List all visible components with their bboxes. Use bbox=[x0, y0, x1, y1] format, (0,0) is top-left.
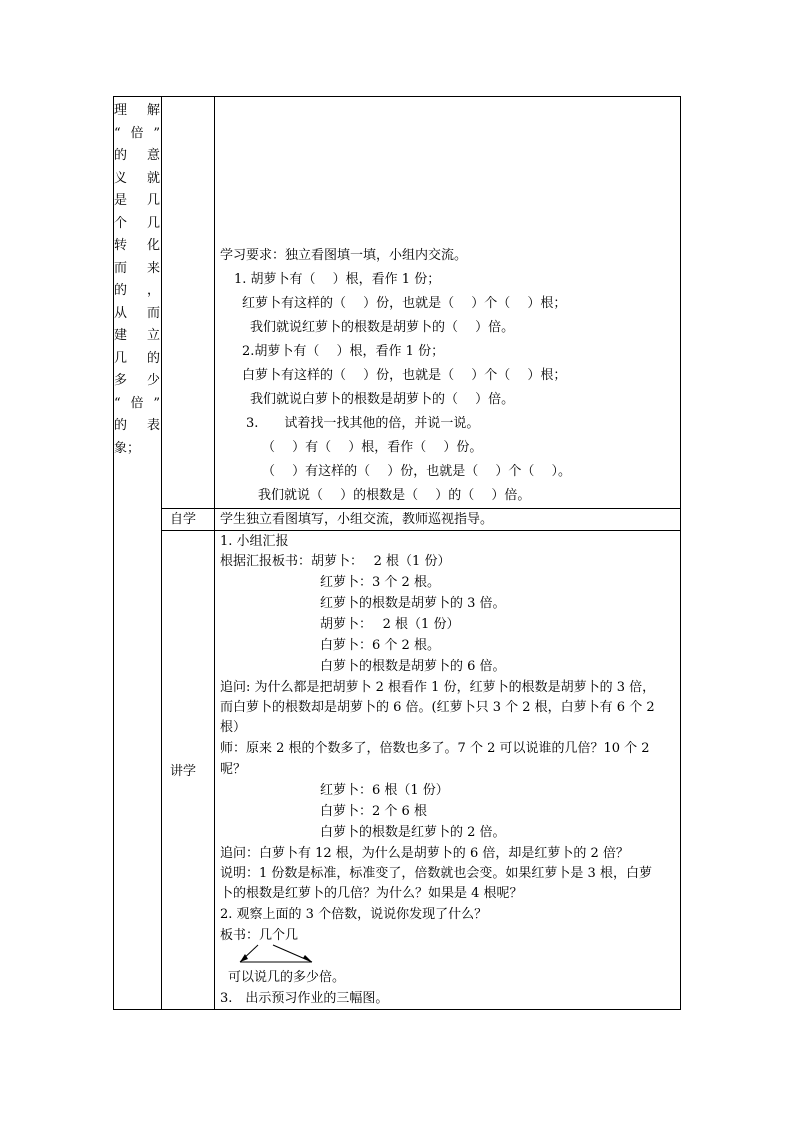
objective-line: 从 而 bbox=[114, 305, 160, 321]
lecture-line: 红萝卜的根数是胡萝卜的 3 倍。 bbox=[320, 596, 506, 611]
lecture-line: 追问: 为什么都是把胡萝卜 2 根看作 1 份，红萝卜的根数是胡萝卜的 3 倍， bbox=[220, 680, 656, 695]
task-line: 1. 胡萝卜有（ ）根，看作 1 份； bbox=[234, 272, 441, 287]
task-line: 我们就说（ ）的根数是（ ）的（ ）倍。 bbox=[258, 488, 531, 503]
objective-line: “倍” bbox=[114, 125, 160, 141]
lecture-line: 根据汇报板书：胡萝卜： 2 根（1 份） bbox=[220, 554, 451, 569]
task-line: （ ）有（ ）根，看作（ ）份。 bbox=[262, 440, 483, 455]
objective-line: 义 就 bbox=[114, 170, 160, 186]
lecture-line: 红萝卜：3 个 2 根。 bbox=[320, 575, 440, 590]
lecture-line: 说明：1 份数是标准，标准变了，倍数就也会变。如果红萝卜是 3 根，白萝 bbox=[220, 866, 652, 881]
arrowhead-right bbox=[303, 955, 312, 962]
task-line: （ ）有这样的（ ）份，也就是（ ）个（ ）。 bbox=[262, 464, 572, 479]
lecture-line: 白萝卜的根数是胡萝卜的 6 倍。 bbox=[320, 659, 506, 674]
lecture-line: 呢？ bbox=[220, 762, 247, 777]
lecture-line: 板书：几个几 bbox=[220, 928, 299, 943]
task-line: 红萝卜有这样的（ ）份，也就是（ ）个（ ）根； bbox=[242, 296, 567, 311]
objective-line: 是 几 bbox=[114, 193, 160, 208]
objective-line: 几 的 bbox=[114, 350, 160, 366]
objective-line: 而 来 bbox=[114, 260, 160, 276]
objective-line: 的 ， bbox=[114, 283, 160, 298]
lecture-line: 师：原来 2 根的个数多了，倍数也多了。7 个 2 可以说谁的几倍？10 个 2 bbox=[220, 741, 650, 756]
task-line: 我们就说白萝卜的根数是胡萝卜的（ ）倍。 bbox=[250, 392, 515, 407]
self-study-content: 学生独立看图填写，小组交流，教师巡视指导。 bbox=[220, 512, 494, 527]
task-requirement: 学习要求：独立看图填一填，小组内交流。 bbox=[220, 248, 468, 263]
objective-line: 个 几 bbox=[114, 215, 160, 231]
objective-line: 理 解 bbox=[114, 103, 160, 118]
lecture-line: 2. 观察上面的 3 个倍数，说说你发现了什么？ bbox=[220, 907, 488, 922]
lecture-line: 红萝卜：6 根（1 份） bbox=[320, 783, 449, 798]
objective-line: 象； bbox=[114, 440, 141, 456]
arrow-line-right bbox=[273, 945, 312, 962]
task-line: 白萝卜有这样的（ ）份，也就是（ ）个（ ）根； bbox=[242, 368, 567, 383]
lecture-line: 卜的根数是红萝卜的几倍？为什么？如果是 4 根呢？ bbox=[220, 886, 523, 901]
lecture-line: 追问：白萝卜有 12 根，为什么是胡萝卜的 6 倍，却是红萝卜的 2 倍？ bbox=[220, 846, 629, 861]
objective-line: 建 立 bbox=[114, 328, 160, 343]
lecture-line: 根） bbox=[220, 720, 247, 735]
lecture-line: 3. 出示预习作业的三幅图。 bbox=[220, 991, 389, 1006]
objective-line: 的 表 bbox=[114, 418, 160, 433]
objective-line: 多 少 bbox=[114, 373, 160, 388]
self-study-label: 自学 bbox=[170, 512, 197, 527]
task-line: 我们就说红萝卜的根数是胡萝卜的（ ）倍。 bbox=[250, 320, 515, 335]
lecture-line: 可以说几的多少倍。 bbox=[228, 970, 346, 985]
lecture-line: 胡萝卜： 2 根（1 份） bbox=[320, 617, 460, 632]
objective-line: 的 意 bbox=[114, 148, 160, 163]
objective-line: 转 化 bbox=[114, 238, 160, 253]
lecture-line: 而白萝卜的根数却是胡萝卜的 6 倍。(红萝卜只 3 个 2 根，白萝卜有 6 个 2 bbox=[220, 700, 655, 715]
lecture-line: 白萝卜的根数是红萝卜的 2 倍。 bbox=[320, 825, 506, 840]
objective-line: “倍” bbox=[114, 395, 160, 411]
task-line: 3. 试着找一找其他的倍，并说一说。 bbox=[246, 416, 480, 431]
lecture-line: 1. 小组汇报 bbox=[220, 534, 289, 549]
lecture-label: 讲学 bbox=[170, 764, 197, 779]
lecture-line: 白萝卜：2 个 6 根 bbox=[320, 804, 427, 819]
lecture-line: 白萝卜：6 个 2 根。 bbox=[320, 638, 440, 653]
task-line: 2.胡萝卜有（ ）根，看作 1 份； bbox=[242, 344, 445, 359]
